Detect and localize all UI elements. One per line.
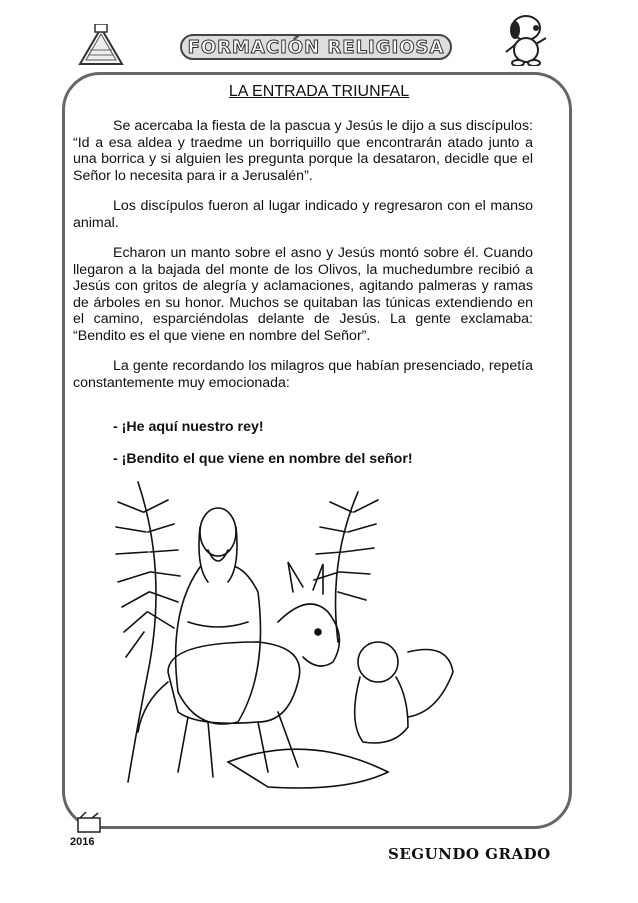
header-banner [180, 34, 452, 60]
story-text [73, 118, 533, 405]
snoopy-doodle-icon [496, 8, 556, 66]
page-title: LA ENTRADA TRIUNFAL [228, 83, 410, 100]
paragraph: La gente recordando los milagros que habían presenciado, repetía constantemente muy emocionada: [73, 358, 533, 391]
exclamation: - ¡He aquí nuestro rey! [113, 419, 264, 435]
paragraph: Se acercaba la fiesta de la pascua y Jesús le dijo a sus discípulos: “Id a esa aldea y traedme un borriquillo que encontrarán atado junto a una borrica y si alguien les pregunta porque la desataron, decidle que el Señor lo necesita para ir a Jerusalén”. [73, 118, 533, 184]
jesus-on-donkey-illustration [108, 472, 468, 802]
footer-year: 2016 [70, 836, 95, 848]
paragraph: Los discípulos fueron al lugar indicado y regresaron con el manso animal. [73, 198, 533, 231]
school-emblem-logo [78, 24, 124, 66]
bin-doodle-icon [72, 812, 106, 834]
exclamation: - ¡Bendito el que viene en nombre del señor! [113, 451, 413, 467]
paragraph: Echaron un manto sobre el asno y Jesús montó sobre él. Cuando llegaron a la bajada del monte de los Olivos, la muchedumbre recibió a Jesús con gritos de alegría y aclamaciones, agitando palmeras y ramas de árboles en su honor. Muchos se quitaban las túnicas extendiendo en el camino, esparciéndolas delante de Jesús. La gente exclamaba: “Bendito es el que viene en nombre del Señor”. [73, 245, 533, 344]
banner-text: FORMACIÓN RELIGIOSA [187, 36, 445, 58]
footer-grade: SEGUNDO GRADO [388, 845, 551, 863]
